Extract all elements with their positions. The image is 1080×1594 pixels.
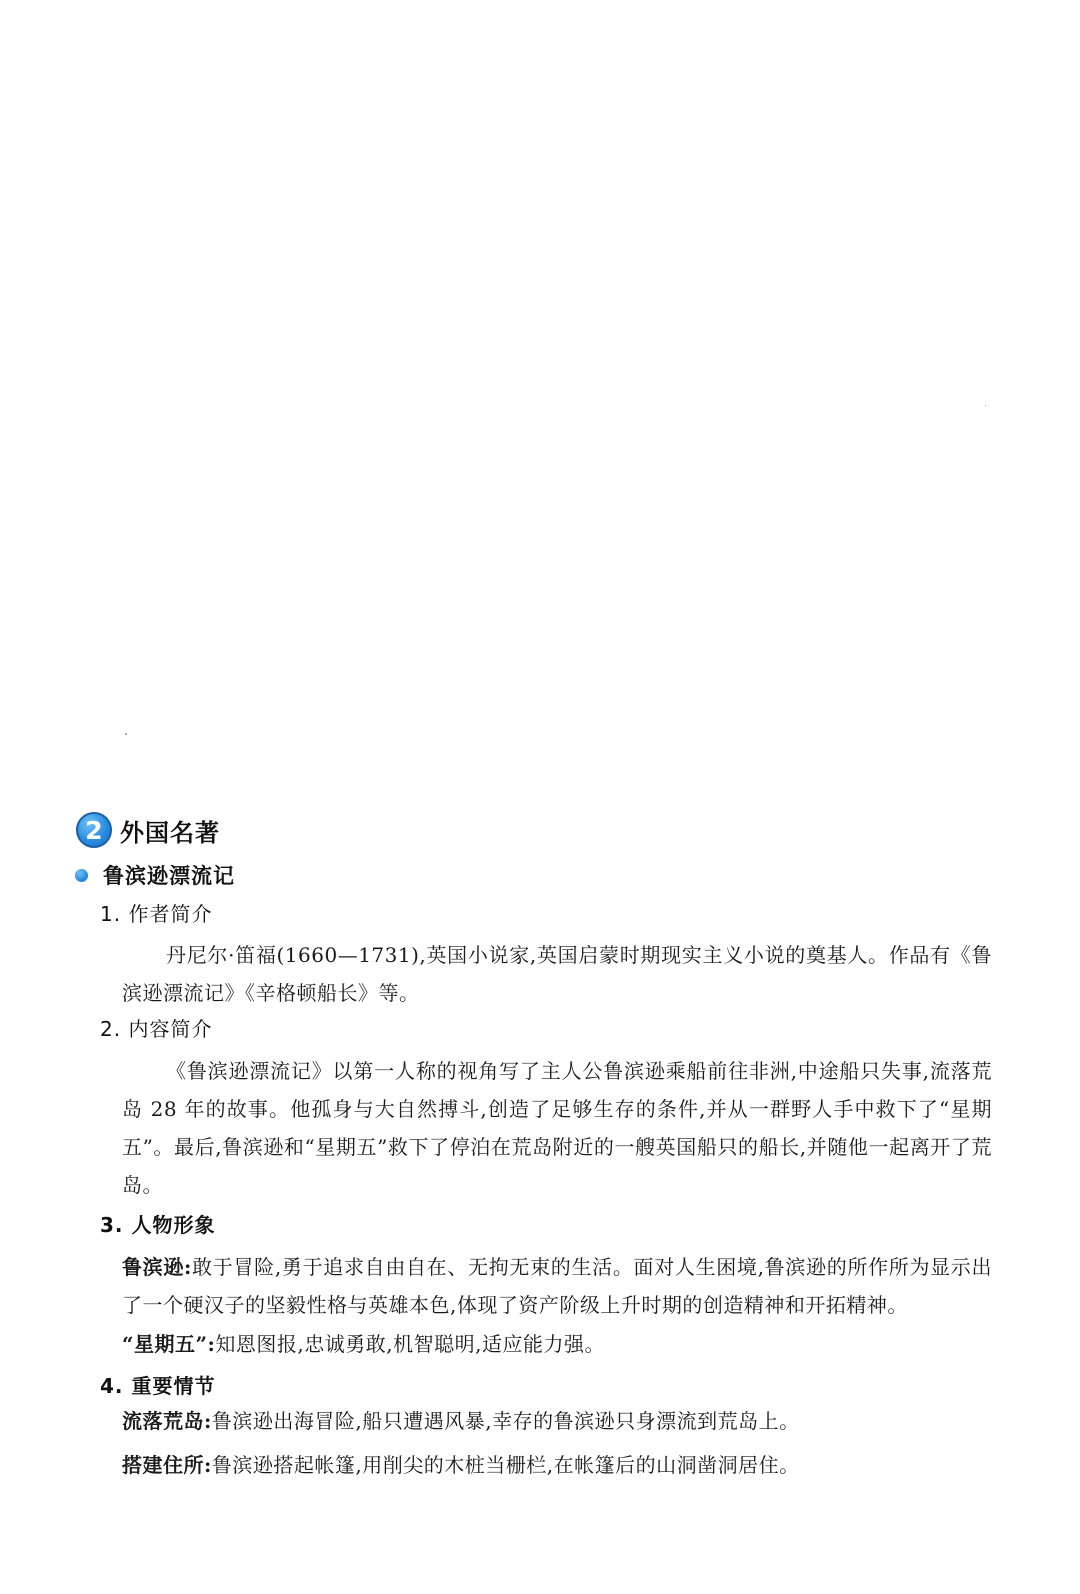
plot-item-text: 鲁滨逊出海冒险,船只遭遇风暴,幸存的鲁滨逊只身漂流到荒岛上。 [211, 1409, 800, 1433]
content-intro-text: 《鲁滨逊漂流记》以第一人称的视角写了主人公鲁滨逊乘船前往非洲,中途船只失事,流落荒岛 28 年的故事。他孤身与大自然搏斗,创造了足够生存的条件,并从一群野人手中救下了“星期五”。最后,鲁滨逊和“星期五”救下了停泊在荒岛附近的一艘英国船只的船长,并随他一起离开了荒岛。 [122, 1059, 992, 1197]
author-intro-text: 丹尼尔·笛福(1660—1731),英国小说家,英国启蒙时期现实主义小说的奠基人。作品有《鲁滨逊漂流记》《辛格顿船长》等。 [122, 943, 992, 1005]
section-number-badge: 2 [76, 812, 112, 848]
scan-speck [985, 405, 986, 406]
author-intro-heading: 1. 作者简介 [100, 902, 213, 926]
character-friday [122, 1325, 992, 1363]
character-robinson-label: 鲁滨逊: [122, 1255, 192, 1279]
scan-speck [125, 733, 127, 735]
plot-item-label: 搭建住所: [122, 1453, 212, 1477]
bullet-dot-icon [75, 869, 88, 882]
plot-item [122, 1450, 992, 1480]
character-robinson [122, 1248, 992, 1324]
character-friday-text: 知恩图报,忠诚勇敢,机智聪明,适应能力强。 [215, 1332, 605, 1356]
book-title: 鲁滨逊漂流记 [103, 864, 235, 888]
characters-heading: 3. 人物形象 [100, 1213, 216, 1237]
plot-item-label: 流落荒岛: [122, 1409, 212, 1433]
character-friday-label: “星期五”: [122, 1332, 216, 1356]
section-header [76, 812, 220, 848]
section-title: 外国名著 [120, 818, 220, 847]
plot-item [122, 1406, 992, 1436]
plot-heading: 4. 重要情节 [100, 1374, 216, 1398]
book-title-row [75, 860, 235, 890]
character-robinson-text: 敢于冒险,勇于追求自由自在、无拘无束的生活。面对人生困境,鲁滨逊的所作所为显示出了一个硬汉子的坚毅性格与英雄本色,体现了资产阶级上升时期的创造精神和开拓精神。 [122, 1255, 992, 1317]
plot-item-text: 鲁滨逊搭起帐篷,用削尖的木桩当栅栏,在帐篷后的山洞凿洞居住。 [211, 1453, 800, 1477]
content-intro-heading: 2. 内容简介 [100, 1017, 213, 1041]
